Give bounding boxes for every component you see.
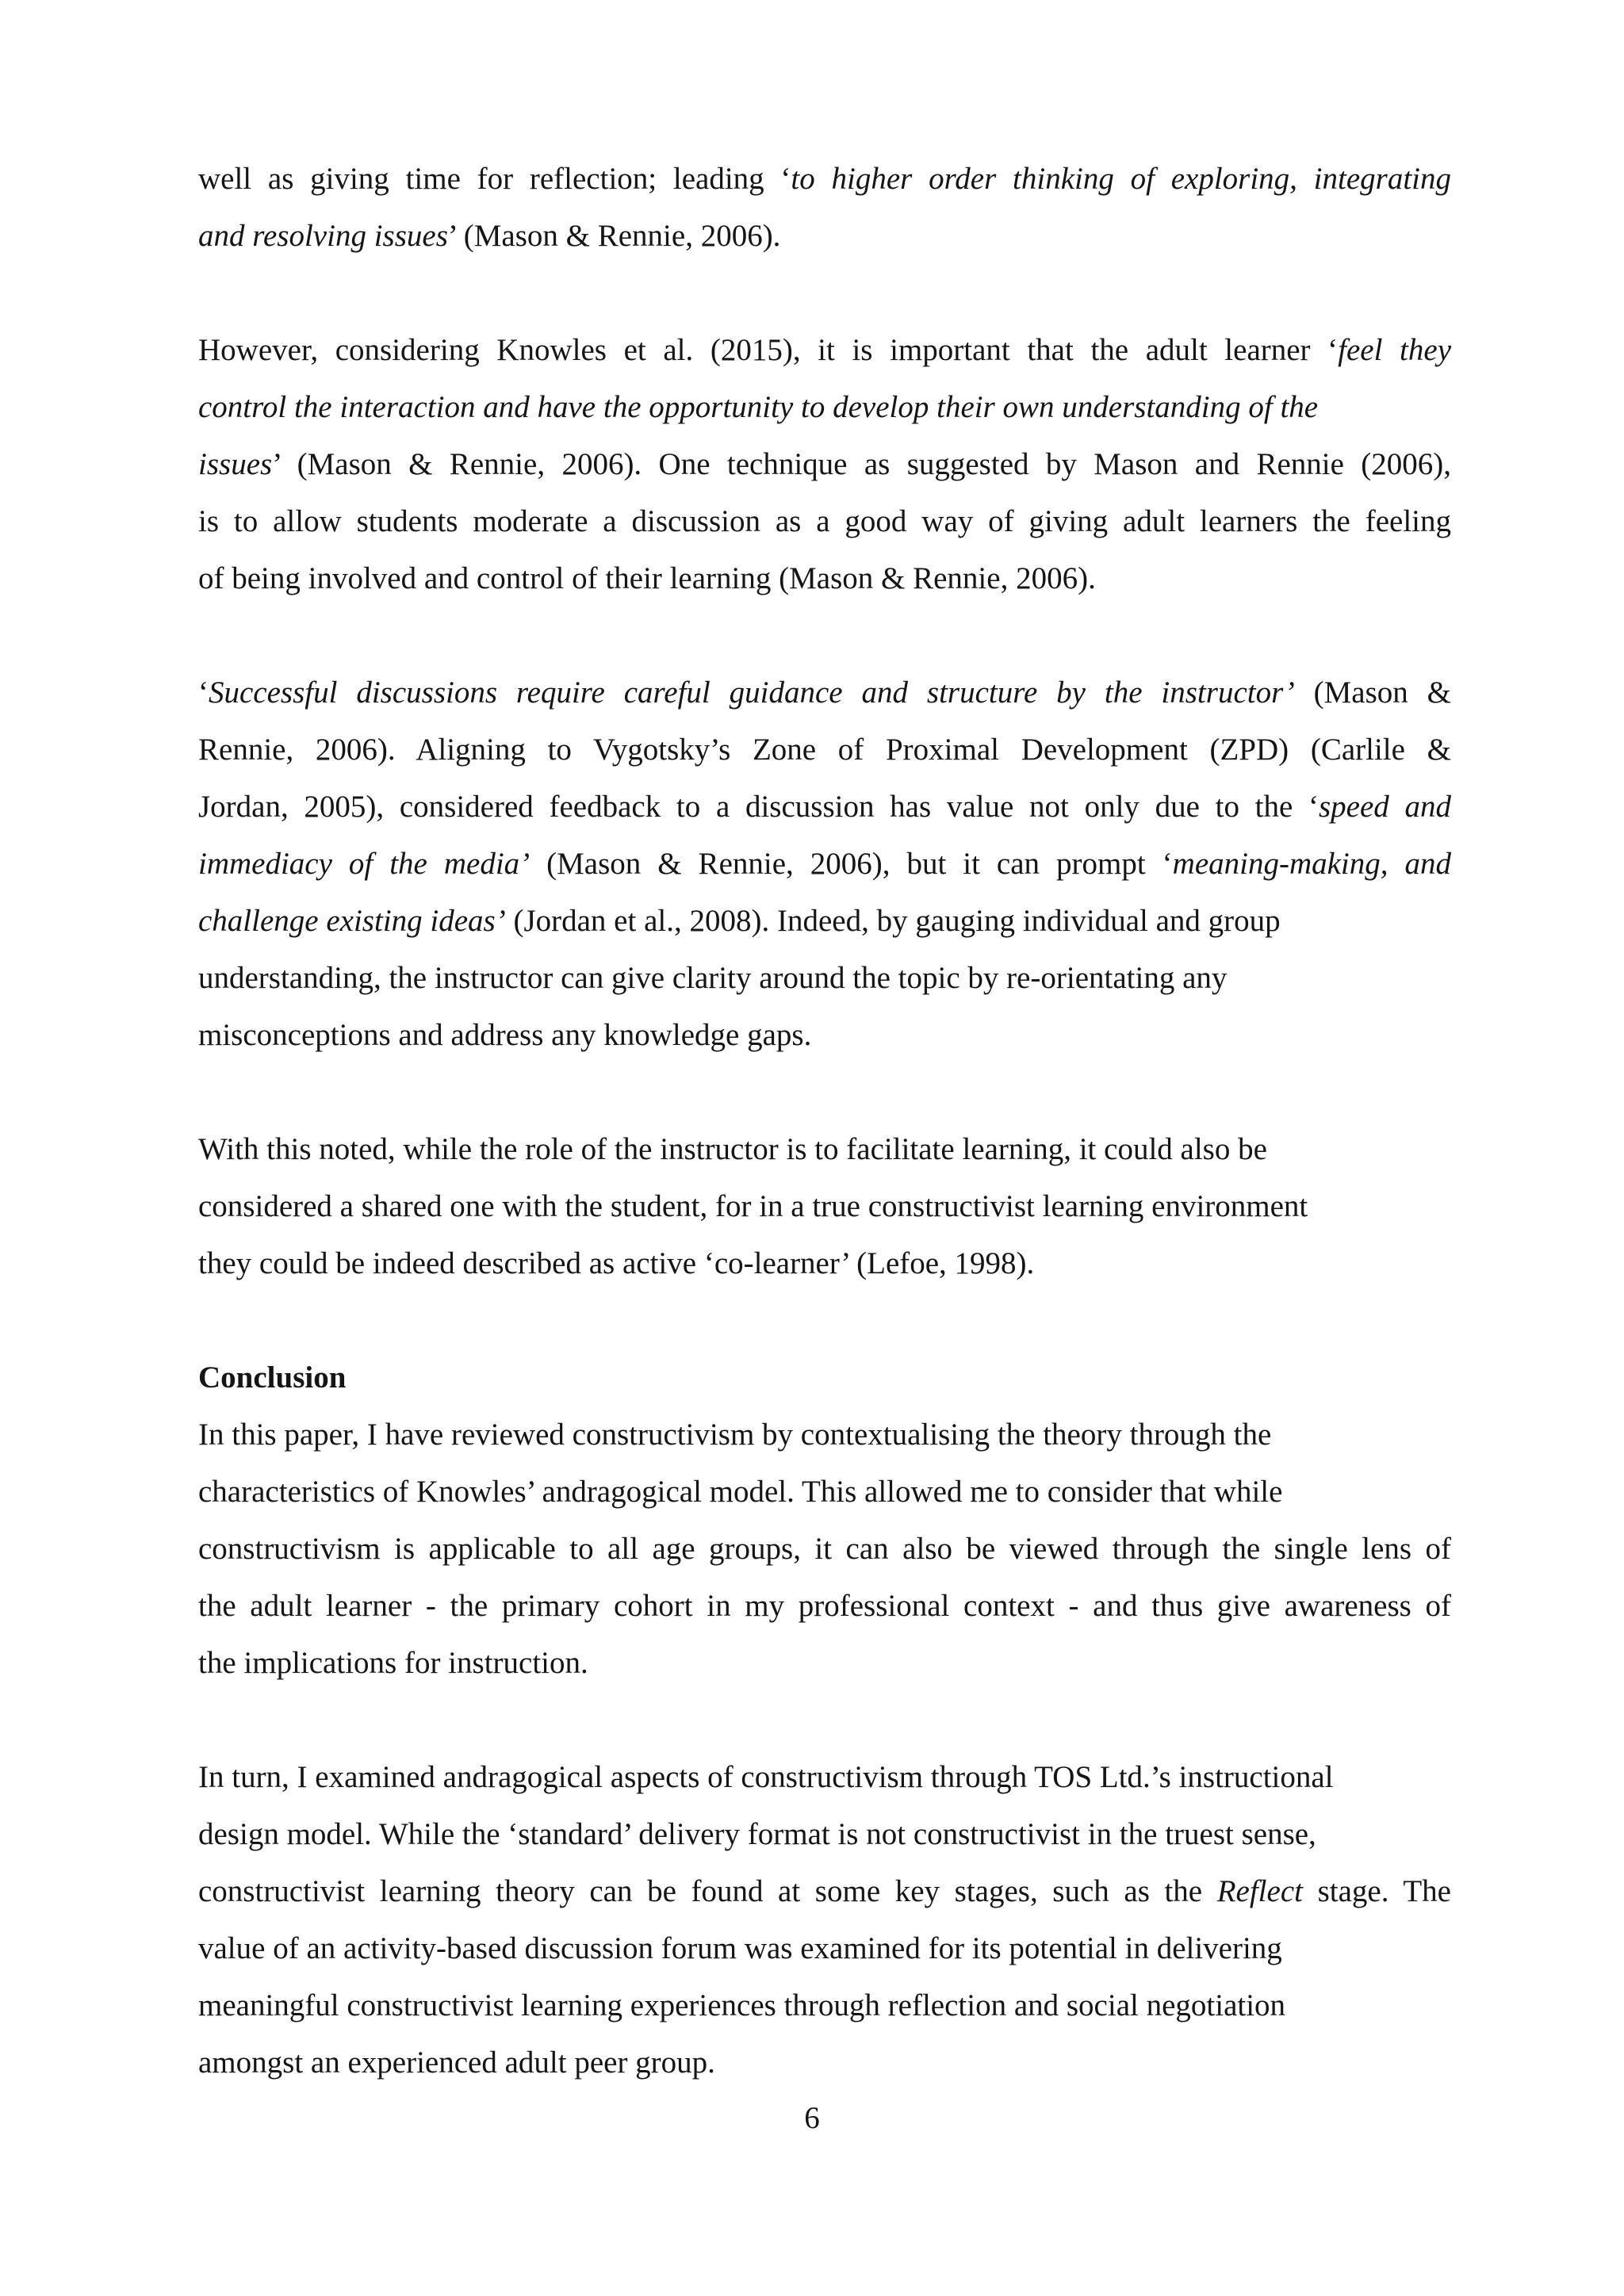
page-body xyxy=(198,151,1451,2091)
text-segment: design model. While the ‘standard’ delivery format is not constructivist in the truest sense, xyxy=(198,1817,1316,1851)
text-line xyxy=(198,1863,1451,1920)
italic-text: Reflect xyxy=(1216,1874,1303,1908)
paragraph-gap xyxy=(198,1064,1451,1121)
text-segment: ’ (Mason & Rennie, 2006). One technique as suggested by Mason and Rennie (2006), xyxy=(272,447,1451,481)
paragraph xyxy=(198,1406,1451,1692)
italic-text: Successful discussions require careful guidance and structure by the instructor’ xyxy=(209,675,1295,710)
text-segment: constructivism is applicable to all age groups, it can also be viewed through the single lens of xyxy=(198,1532,1451,1566)
text-line xyxy=(198,436,1451,493)
text-segment: well as giving time for reflection; leading ‘ xyxy=(198,162,791,196)
text-segment: considered a shared one with the student, for in a true constructivist learning environment xyxy=(198,1189,1308,1223)
paragraph-gap xyxy=(198,607,1451,664)
text-segment: value of an activity-based discussion forum was examined for its potential in delivering xyxy=(198,1931,1282,1965)
text-line xyxy=(198,1749,1451,1806)
section-heading-conclusion: Conclusion xyxy=(198,1360,347,1395)
text-line xyxy=(198,322,1451,379)
text-line xyxy=(198,664,1451,721)
text-segment: they could be indeed described as active ‘co-learner’ (Lefoe, 1998). xyxy=(198,1246,1035,1280)
text-line xyxy=(198,1121,1451,1178)
text-line xyxy=(198,1521,1451,1578)
italic-text: speed and xyxy=(1318,790,1451,824)
text-line xyxy=(198,208,1451,265)
italic-text: control the interaction and have the opportunity to develop their own understanding of the xyxy=(198,390,1319,424)
text-segment: ’ (Mason & Rennie, 2006). xyxy=(447,219,781,253)
text-line xyxy=(198,1806,1451,1863)
paragraph xyxy=(198,1749,1451,2091)
italic-text: meaning-making, and xyxy=(1172,847,1451,881)
text-segment: (Jordan et al., 2008). Indeed, by gauging individual and group xyxy=(505,904,1281,938)
text-segment: However, considering Knowles et al. (2015), it is important that the adult learner ‘ xyxy=(198,333,1339,367)
text-segment: constructivist learning theory can be found at some key stages, such as the xyxy=(198,1874,1217,1908)
paragraph-gap xyxy=(198,265,1451,322)
text-line xyxy=(198,151,1451,208)
text-segment: (Mason & xyxy=(1294,675,1451,710)
text-line xyxy=(198,721,1451,779)
text-line xyxy=(198,779,1451,836)
text-line xyxy=(198,1578,1451,1635)
text-segment: the adult learner - the primary cohort in my professional context - and thus give awareness of xyxy=(198,1589,1451,1623)
text-line xyxy=(198,1235,1451,1292)
body-paragraphs xyxy=(198,151,1451,1292)
paragraph-gap xyxy=(198,1692,1451,1749)
text-line xyxy=(198,379,1451,436)
paragraph xyxy=(198,1121,1451,1292)
paragraph-gap xyxy=(198,1292,1451,1349)
paragraph xyxy=(198,322,1451,607)
text-segment: In turn, I examined andragogical aspects of constructivism through TOS Ltd.’s instructional xyxy=(198,1760,1334,1794)
text-line xyxy=(198,1635,1451,1692)
italic-text: issues xyxy=(198,447,273,481)
text-segment: amongst an experienced adult peer group. xyxy=(198,2045,715,2080)
text-line xyxy=(198,893,1451,950)
text-line xyxy=(198,1977,1451,2034)
text-line xyxy=(198,1464,1451,1521)
paragraph xyxy=(198,664,1451,1064)
italic-text: feel they xyxy=(1338,333,1452,367)
italic-text: to higher order thinking of exploring, integrating xyxy=(791,162,1452,196)
paragraph xyxy=(198,151,1451,265)
text-segment: With this noted, while the role of the instructor is to facilitate learning, it could also be xyxy=(198,1132,1267,1166)
text-segment: In this paper, I have reviewed constructivism by contextualising the theory through the xyxy=(198,1418,1272,1452)
text-segment: stage. The xyxy=(1302,1874,1451,1908)
text-line xyxy=(198,1406,1451,1464)
text-segment: understanding, the instructor can give clarity around the topic by re-orientating any xyxy=(198,961,1228,995)
text-segment: Jordan, 2005), considered feedback to a discussion has value not only due to the ‘ xyxy=(198,790,1319,824)
text-line xyxy=(198,550,1451,607)
text-line xyxy=(198,2034,1451,2091)
text-segment: (Mason & Rennie, 2006), but it can prompt ‘ xyxy=(530,847,1173,881)
text-segment: the implications for instruction. xyxy=(198,1646,588,1680)
text-line xyxy=(198,1920,1451,1977)
italic-text: and resolving issues xyxy=(198,219,448,253)
text-segment: ‘ xyxy=(198,675,209,710)
text-segment: is to allow students moderate a discussion as a good way of giving adult learners the feeling xyxy=(198,504,1451,538)
text-segment: misconceptions and address any knowledge gaps. xyxy=(198,1018,812,1052)
text-segment: Rennie, 2006). Aligning to Vygotsky’s Zone of Proximal Development (ZPD) (Carlile & xyxy=(198,733,1451,767)
text-line xyxy=(198,950,1451,1007)
text-line xyxy=(198,1178,1451,1235)
text-line xyxy=(198,1007,1451,1064)
text-segment: characteristics of Knowles’ andragogical model. This allowed me to consider that while xyxy=(198,1475,1283,1509)
italic-text: challenge existing ideas’ xyxy=(198,904,506,938)
text-segment: of being involved and control of their learning (Mason & Rennie, 2006). xyxy=(198,561,1096,595)
text-line xyxy=(198,493,1451,550)
italic-text: immediacy of the media’ xyxy=(198,847,530,881)
page-number: 6 xyxy=(804,2101,820,2135)
conclusion-paragraphs xyxy=(198,1406,1451,2091)
text-line xyxy=(198,836,1451,893)
text-segment: meaningful constructivist learning experiences through reflection and social negotiation xyxy=(198,1988,1286,2022)
